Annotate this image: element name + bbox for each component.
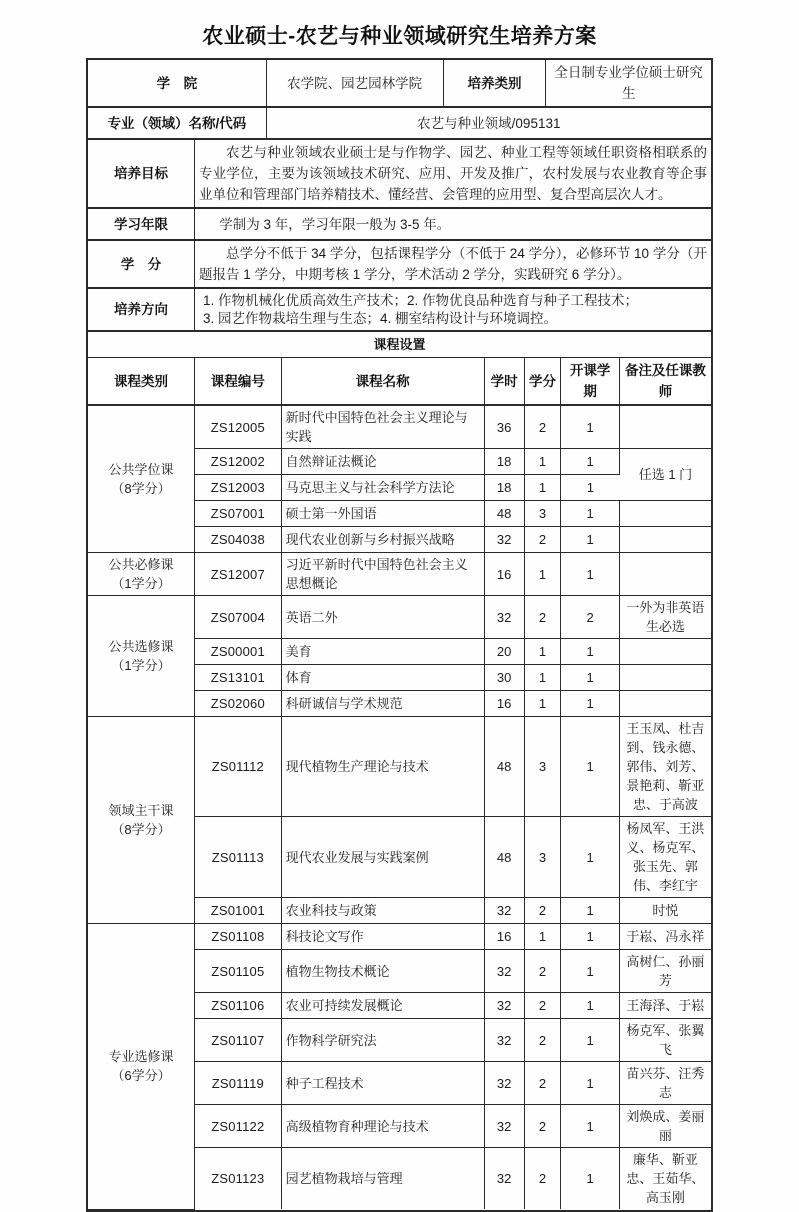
- course-hours-cell: 30: [484, 665, 524, 691]
- school-label: 学 院: [88, 60, 266, 107]
- header-term: 开课学期: [561, 358, 620, 406]
- course-name-cell: 自然辩证法概论: [281, 449, 484, 475]
- course-note-cell: [619, 691, 711, 717]
- course-note-cell: 高树仁、孙丽芳: [619, 950, 711, 993]
- course-code-cell: ZS12007: [195, 553, 282, 596]
- course-hours-cell: 16: [484, 691, 524, 717]
- course-name-cell: 科技论文写作: [281, 924, 484, 950]
- course-category-credits: （8学分）: [111, 481, 171, 496]
- row-major: [88, 107, 711, 139]
- course-term-cell: 1: [561, 717, 620, 817]
- course-table: [88, 332, 711, 1210]
- course-name-cell: 现代农业创新与乡村振兴战略: [281, 527, 484, 553]
- course-name-cell: 高级植物育种理论与技术: [281, 1105, 484, 1148]
- goal-text: [195, 140, 711, 208]
- course-name-cell: 英语二外: [281, 596, 484, 639]
- school-value: 农学院、园艺园林学院: [266, 60, 443, 107]
- course-name-cell: 硕士第一外国语: [281, 501, 484, 527]
- course-term-cell: 1: [561, 501, 620, 527]
- course-name-cell: 作物科学研究法: [281, 1019, 484, 1062]
- course-term-cell: 1: [561, 924, 620, 950]
- course-category-cell: [88, 405, 195, 553]
- course-term-cell: 1: [561, 1105, 620, 1148]
- course-credit-cell: 2: [524, 993, 561, 1019]
- course-term-cell: 1: [561, 817, 620, 898]
- row-duration: [88, 208, 711, 240]
- course-note-cell: 廉华、靳亚忠、王茹华、高玉刚: [626, 1152, 705, 1205]
- course-code-cell: ZS12005: [195, 405, 282, 449]
- course-term-cell: 1: [561, 993, 620, 1019]
- row-direction: [88, 288, 711, 331]
- course-hours-cell: 32: [484, 596, 524, 639]
- course-hours-cell: 32: [484, 993, 524, 1019]
- course-note-cell: 于崧、冯永祥: [619, 924, 711, 950]
- info-table-top: [88, 60, 711, 140]
- course-code-cell: ZS01105: [195, 950, 282, 993]
- course-category-cell: [88, 596, 195, 717]
- course-note-cell: 王玉凤、杜吉到、钱永德、郭伟、刘芳、景艳莉、靳亚忠、于高波: [619, 717, 711, 817]
- course-term-cell: 1: [561, 1019, 620, 1062]
- course-category-name: 公共必修课: [108, 557, 174, 572]
- course-name-cell: 新时代中国特色社会主义理论与实践: [281, 405, 484, 449]
- course-name-cell: 体育: [281, 665, 484, 691]
- course-term-cell: 1: [561, 691, 620, 717]
- course-credit-cell: 1: [524, 691, 561, 717]
- course-credit-cell: 3: [524, 501, 561, 527]
- course-term-cell: 1: [561, 553, 620, 596]
- course-note-cell: [619, 501, 711, 527]
- course-code-cell: ZS01107: [195, 1019, 282, 1062]
- course-term-cell: 1: [561, 1062, 620, 1105]
- course-credit-cell: 2: [524, 1062, 561, 1105]
- course-hours-cell: 36: [484, 405, 524, 449]
- major-label: 专业（领域）名称/代码: [88, 107, 266, 139]
- course-name-cell: 植物生物技术概论: [281, 950, 484, 993]
- course-hours-cell: 32: [484, 898, 524, 924]
- major-value: 农艺与种业领域/095131: [266, 107, 711, 139]
- course-name-cell: 园艺植物栽培与管理: [281, 1148, 484, 1210]
- course-hours-cell: 32: [484, 527, 524, 553]
- credits-label: 学 分: [88, 240, 195, 288]
- course-term-cell: 1: [561, 665, 620, 691]
- course-name-cell: 习近平新时代中国特色社会主义思想概论: [281, 553, 484, 596]
- course-term-cell: 1: [561, 405, 620, 449]
- course-name-cell: 科研诚信与学术规范: [281, 691, 484, 717]
- course-code-cell: ZS01119: [195, 1062, 282, 1105]
- course-category-credits: （8学分）: [111, 822, 171, 837]
- course-note-cell: 杨凤军、王洪义、杨克军、张玉先、郭伟、李红宇: [619, 817, 711, 898]
- course-name-cell: 农业科技与政策: [281, 898, 484, 924]
- course-credit-cell: 3: [524, 717, 561, 817]
- course-term-cell: 1: [561, 449, 620, 475]
- course-hours-cell: 18: [484, 449, 524, 475]
- header-category: 课程类别: [88, 358, 195, 406]
- course-term-cell: 2: [561, 596, 620, 639]
- goal-label: 培养目标: [88, 140, 195, 208]
- course-code-cell: ZS01122: [195, 1105, 282, 1148]
- direction-label: 培养方向: [88, 288, 195, 331]
- course-code-cell: ZS01106: [195, 993, 282, 1019]
- course-term-cell: 1: [561, 950, 620, 993]
- course-code-cell: ZS01108: [195, 924, 282, 950]
- course-name-cell: 种子工程技术: [281, 1062, 484, 1105]
- course-note-cell: 王海泽、于崧: [619, 993, 711, 1019]
- course-category-name: 公共学位课: [108, 462, 174, 477]
- direction-text: [195, 288, 711, 331]
- course-code-cell: ZS07001: [195, 501, 282, 527]
- course-credit-cell: 2: [524, 405, 561, 449]
- course-note-cell: 刘焕成、姜丽丽: [619, 1105, 711, 1148]
- course-credit-cell: 2: [524, 898, 561, 924]
- course-hours-cell: 32: [484, 950, 524, 993]
- course-credit-cell: 1: [524, 449, 561, 475]
- course-hours-cell: 18: [484, 475, 524, 501]
- course-credit-cell: 2: [524, 1019, 561, 1062]
- course-credit-cell: 2: [524, 527, 561, 553]
- course-name-cell: 马克思主义与社会科学方法论: [281, 475, 484, 501]
- direction-line-2: 3. 园艺作物栽培生理与生态；4. 棚室结构设计与环境调控。: [203, 310, 558, 326]
- course-name-cell: 现代农业发展与实践案例: [281, 817, 484, 898]
- course-hours-cell: 32: [484, 1105, 524, 1148]
- header-credit: 学分: [524, 358, 561, 406]
- course-credit-cell: 2: [524, 1148, 561, 1210]
- course-note-cell: [619, 405, 711, 449]
- header-name: 课程名称: [281, 358, 484, 406]
- direction-line-1: 1. 作物机械化优质高效生产技术；2. 作物优良品种选育与种子工程技术；: [203, 293, 639, 308]
- credits-paragraph: 总学分不低于 34 学分，包括课程学分（不低于 24 学分），必修环节 10 学分（开题报告 1 学分，中期考核 1 学分，学术活动 2 学分，实践研究 6 学分）。: [199, 246, 707, 282]
- course-section-header-row: [88, 332, 711, 358]
- course-hours-cell: 32: [484, 1019, 524, 1062]
- course-name-cell: 美育: [281, 639, 484, 665]
- course-code-cell: ZS12002: [195, 449, 282, 475]
- header-hours: 学时: [484, 358, 524, 406]
- course-row: [88, 553, 711, 596]
- course-note-cell: 一外为非英语生必选: [619, 596, 711, 639]
- category-value: 全日制专业学位硕士研究生: [546, 60, 711, 107]
- course-note-cell: 时悦: [619, 898, 711, 924]
- course-hours-cell: 16: [484, 553, 524, 596]
- course-term-cell: 1: [561, 527, 620, 553]
- course-credit-cell: 1: [524, 553, 561, 596]
- course-hours-cell: 48: [484, 717, 524, 817]
- course-credit-cell: 2: [524, 596, 561, 639]
- course-note-cell: [619, 527, 711, 553]
- course-hours-cell: 32: [484, 1148, 524, 1210]
- course-note-cell: [619, 665, 711, 691]
- course-credit-cell: 2: [524, 1105, 561, 1148]
- course-code-cell: ZS01113: [195, 817, 282, 898]
- course-term-cell: 1: [561, 475, 620, 501]
- course-section-title: 课程设置: [88, 332, 711, 358]
- course-row: [88, 405, 711, 449]
- course-code-cell: ZS07004: [195, 596, 282, 639]
- category-label: 培养类别: [443, 60, 546, 107]
- course-hours-cell: 48: [484, 817, 524, 898]
- course-code-cell: ZS01123: [195, 1148, 282, 1210]
- course-note-cell: [619, 553, 711, 596]
- course-term-cell: 1: [561, 639, 620, 665]
- row-credits: [88, 240, 711, 288]
- page-title: 农业硕士-农艺与种业领域研究生培养方案: [202, 25, 597, 48]
- course-code-cell: ZS01112: [195, 717, 282, 817]
- course-credit-cell: 2: [524, 950, 561, 993]
- course-credit-cell: 3: [524, 817, 561, 898]
- course-code-cell: ZS02060: [195, 691, 282, 717]
- training-plan-table: [86, 58, 713, 1212]
- course-category-name: 公共选修课: [108, 639, 174, 654]
- course-name-cell: 现代植物生产理论与技术: [281, 717, 484, 817]
- course-term-cell: 1: [561, 898, 620, 924]
- duration-paragraph: 学制为 3 年，学习年限一般为 3-5 年。: [219, 216, 451, 232]
- course-hours-cell: 20: [484, 639, 524, 665]
- course-code-cell: ZS13101: [195, 665, 282, 691]
- course-code-cell: ZS01001: [195, 898, 282, 924]
- course-category-name: 专业选修课: [108, 1049, 174, 1065]
- course-hours-cell: 48: [484, 501, 524, 527]
- row-goal: [88, 140, 711, 208]
- course-column-header-row: [88, 358, 711, 406]
- course-category-cell: [88, 717, 195, 924]
- duration-label: 学习年限: [88, 208, 195, 240]
- course-code-cell: ZS12003: [195, 475, 282, 501]
- course-name-cell: 农业可持续发展概论: [281, 993, 484, 1019]
- course-category-credits: （6学分）: [111, 1068, 171, 1084]
- course-credit-cell: 1: [524, 665, 561, 691]
- course-category-cell: [88, 553, 195, 596]
- course-category-credits: （1学分）: [111, 658, 171, 673]
- course-code-cell: ZS04038: [195, 527, 282, 553]
- header-note: 备注及任课教师: [619, 358, 711, 406]
- course-note-cell: [619, 639, 711, 665]
- course-table-body: [88, 405, 711, 1209]
- course-category-name: 领域主干课: [108, 803, 174, 818]
- course-category-credits: （1学分）: [111, 576, 171, 591]
- course-code-cell: ZS00001: [195, 639, 282, 665]
- course-row: [88, 717, 711, 817]
- info-table-detail: [88, 140, 711, 332]
- course-term-cell: 1: [561, 1148, 620, 1210]
- header-code: 课程编号: [195, 358, 282, 406]
- course-note-cell: 任选 1 门: [619, 449, 711, 501]
- course-hours-cell: 16: [484, 924, 524, 950]
- course-category-cell: [88, 924, 195, 1210]
- course-note-cell: 杨克军、张翼飞: [619, 1019, 711, 1062]
- document-page: [86, 20, 713, 1212]
- course-credit-cell: 1: [524, 639, 561, 665]
- course-note-cell: 苗兴芬、汪秀志: [619, 1062, 711, 1105]
- course-credit-cell: 1: [524, 924, 561, 950]
- course-row: [88, 596, 711, 639]
- course-credit-cell: 1: [524, 475, 561, 501]
- duration-text: [195, 208, 711, 240]
- course-hours-cell: 32: [484, 1062, 524, 1105]
- course-row: [88, 924, 711, 950]
- row-school: [88, 60, 711, 107]
- credits-text: [195, 240, 711, 288]
- goal-paragraph: 农艺与种业领域农业硕士是与作物学、园艺、种业工程等领域任职资格相联系的专业学位，主要为该领域技术研究、应用、开发及推广，农村发展与农业教育等企事业单位和管理部门培养精技术、懂经营、会管理的应用型、复合型高层次人才。: [199, 145, 707, 202]
